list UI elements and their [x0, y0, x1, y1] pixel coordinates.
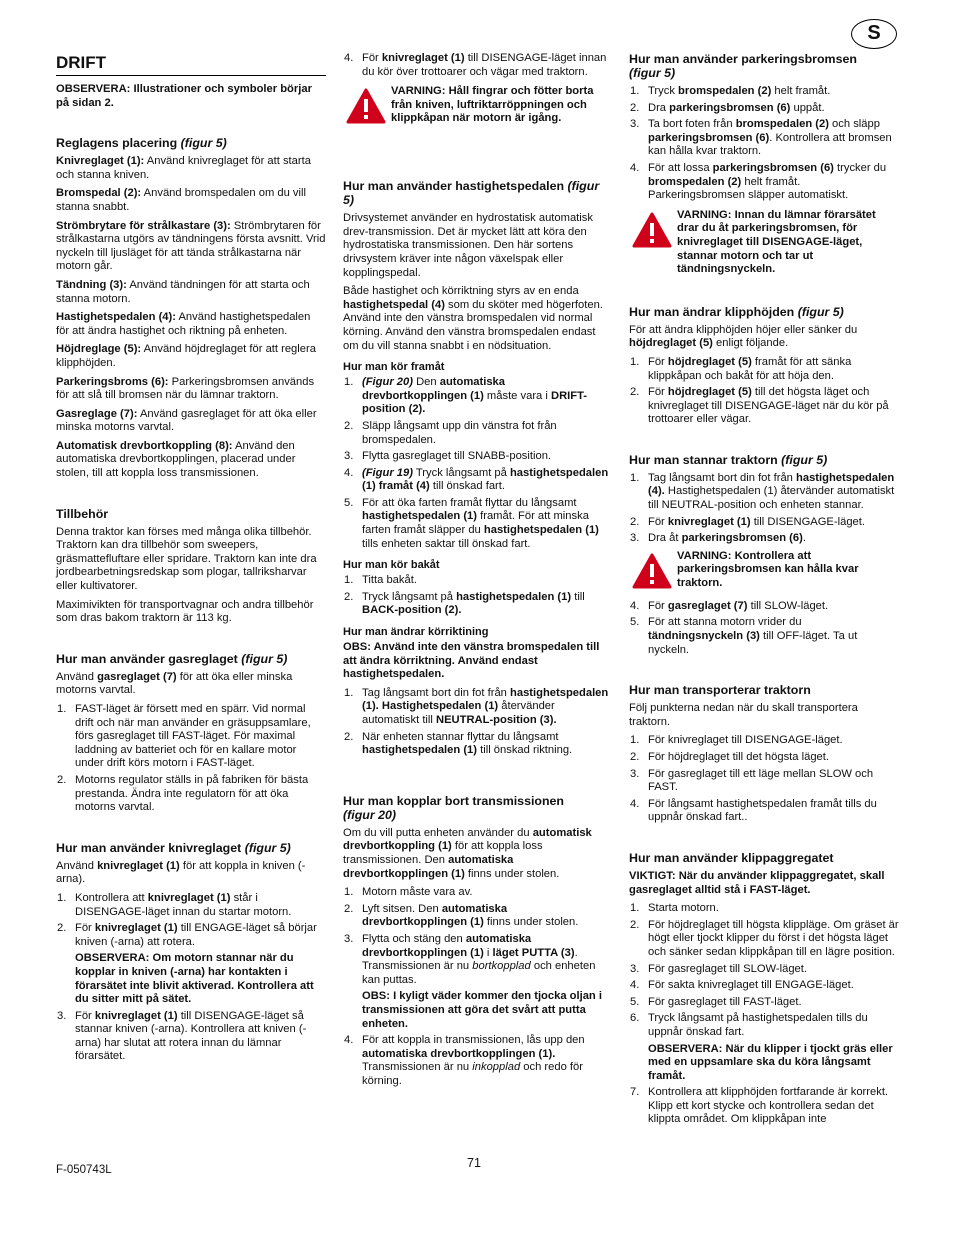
list-item: 4. För gasreglaget (7) till SLOW-läget. [630, 599, 829, 612]
section-title: DRIFT [56, 53, 326, 76]
list-item: 1. (Figur 20) Den automatiska drevbortkopplingen (1) måste vara i DRIFT-position (2). [344, 376, 588, 416]
direction-steps [343, 687, 613, 758]
list-item: 2. När enheten stannar flyttar du långsamt hastighetspedalen (1) till önskad riktning. [344, 730, 573, 757]
parking-heading: Hur man använder parkeringsbromsen (figur 5) [629, 52, 857, 80]
speed-heading: Hur man använder hastighetspedalen (figur 5) [343, 179, 600, 208]
blade-heading: Hur man använder knivreglaget (figur 5) [56, 840, 291, 855]
list-item: 4. För sakta knivreglaget till ENGAGE-läget. [630, 979, 854, 992]
height-steps [629, 356, 899, 427]
warning-icon [632, 553, 672, 589]
list-item: 1. FAST-läget är försett med en spärr. Vid normal drift och när man använder en gräsuppsamlare, förs gasreglaget till FAST-läget. För maximal laddning av batteriet och för en kallare motor under drift körs motorn i FAST-läget. [57, 703, 311, 770]
warning-icon [632, 212, 672, 248]
throttle-steps [56, 703, 326, 815]
list-item: 2. Tryck långsamt på hastighetspedalen (1) till BACK-position (2). [344, 590, 585, 617]
column-right [629, 50, 899, 1131]
list-item: 4. För knivreglaget (1) till DISENGAGE-läget innan du kör över trottoarer och vägar med traktorn. [344, 52, 607, 78]
control-item: Tändning (3): Använd tändningen för att starta och stanna motorn. [56, 278, 310, 305]
catcher-steps [629, 902, 899, 1127]
list-item: 3. För knivreglaget (1) till DISENGAGE-läget så stannar kniven (-arna). Kontrollera att kniven (-arna) har slutat att rotera innan du lämnar förarsätet. [57, 1009, 307, 1063]
transmission-note: OBS: I kyligt väder kommer den tjocka oljan i transmissionen att göra det svårt att putta enheten. [362, 990, 602, 1030]
control-item: Höjdreglage (5): Använd höjdreglaget för att reglera klipphöjden. [56, 343, 316, 369]
height-heading: Hur man ändrar klipphöjden (figur 5) [629, 304, 844, 319]
list-item: 2. För knivreglaget (1) till DISENGAGE-läget. [630, 515, 865, 528]
list-item: 1. Starta motorn. [630, 902, 719, 915]
language-badge: S [851, 19, 897, 49]
list-item: 1. Titta bakåt. [344, 574, 417, 587]
document-code: F-050743L [56, 1164, 112, 1176]
list-item: 1. Motorn måste vara av. [344, 886, 473, 899]
control-item: Bromspedal (2): Använd bromspedalen om du vill stanna snabbt. [56, 187, 306, 213]
control-item: Knivreglaget (1): Använd knivreglaget för att starta och stanna kniven. [56, 155, 311, 181]
throttle-heading: Hur man använder gasreglaget (figur 5) [56, 651, 288, 666]
list-item: 4. För att lossa parkeringsbromsen (6) trycker du bromspedalen (2) helt framåt. Parkeringsbromsen släpper automatiskt. [630, 161, 887, 202]
list-item: 1. Tag långsamt bort din fot från hastighetspedalen (1). Hastighetspedalen (1) återvänder automatiskt till NEUTRAL-position (3). [344, 686, 609, 726]
warning-box: VARNING: Håll fingrar och fötter borta från kniven, luftriktarröppningen och klippkåpan när motorn är igång. [343, 85, 613, 131]
list-item: 2. För knivreglaget (1) till ENGAGE-läget så börjar kniven (-arna) att rotera. OBSERVERA: Om motorn stannar när du kopplar in kniven (-arna) har kontakten i förarsätet inte blivit aktiverad. Kontrollera att du sitter mitt på sätet. [56, 922, 326, 1007]
speed-text: Drivsystemet använder en hydrostatisk automatisk drev-transmission. Det är mycket lätt att köra den hydrostatiska transmissionen. Den här sortens drivsystem kräver inte någon växelspak eller kopplingspedal. [343, 212, 593, 279]
blade-steps-continued [343, 52, 613, 79]
accessories-heading: Tillbehör [56, 506, 109, 521]
throttle-intro: Använd gasreglaget (7) för att öka eller minska motorns varvtal. [56, 670, 293, 697]
control-item: Automatisk drevbortkoppling (8): Använd den automatiska drevbortkopplingen, placerad under stolen, till att koppla loss transmissionen. [56, 439, 296, 480]
catcher-heading: Hur man använder klippaggregatet [629, 850, 834, 865]
list-item: 7. Kontrollera att klipphöjden fortfarande är korrekt. Klipp ett kort stycke och kontrollera sedan det klippta området. Om klippkåpan inte [630, 1086, 889, 1126]
list-item: 2. För höjdreglaget (5) till det högsta läget och knivreglaget till DISENGAGE-läget när du kör på trottoarer eller vägar. [630, 386, 889, 426]
forward-heading: Hur man kör framåt [343, 361, 445, 374]
control-item: Parkeringsbroms (6): Parkeringsbromsen används för att slå till bromsen när du lämnar traktorn. [56, 375, 315, 402]
catcher-note: OBSERVERA: När du klipper i tjockt gräs eller med en uppsamlare ska du köra långsamt framåt. [648, 1042, 893, 1082]
warning-icon [346, 88, 386, 124]
list-item: 1. Kontrollera att knivreglaget (1) står i DISENGAGE-läget innan du startar motorn. [57, 891, 292, 918]
list-item: 3. Flytta gasreglaget till SNABB-position. [344, 450, 552, 463]
transmission-intro: Om du vill putta enheten använder du automatisk drevbortkoppling (1) för att koppla loss transmissionen. Den automatiska drevbortkopplingen (1) finns under stolen. [343, 826, 592, 880]
list-item: 1. Tag långsamt bort din fot från hastighetspedalen (4). Hastighetspedalen (1) återvänder automatiskt till NEUTRAL-position och enheten stannar. [630, 471, 895, 512]
controls-heading: Reglagens placering (figur 5) [56, 136, 227, 151]
transmission-steps [343, 886, 613, 1088]
illustrations-note: OBSERVERA: Illustrationer och symboler börjar på sidan 2. [56, 83, 312, 109]
list-item: 3. För gasreglaget till ett läge mellan SLOW och FAST. [630, 767, 874, 794]
catcher-important: VIKTIGT: När du använder klippaggregatet, skall gasreglaget alltid stå i FAST-läget. [629, 869, 885, 896]
accessories-weight: Maximivikten för transportvagnar och andra tillbehör som dras bakom traktorn är 113 kg. [56, 598, 314, 625]
list-item: 2. Motorns regulator ställs in på fabriken för bästa prestanda. Ändra inte regulatorn för att öka motorns varvtal. [57, 773, 309, 814]
transport-heading: Hur man transporterar traktorn [629, 683, 811, 698]
column-left [56, 50, 326, 1068]
list-item: 4. För långsamt hastighetspedalen framåt tills du uppnår önskad fart.. [630, 797, 877, 824]
warning-box: VARNING: Kontrollera att parkeringsbromsen kan hålla kvar traktorn. [629, 550, 899, 594]
list-item: 5. För att öka farten framåt flyttar du långsamt hastighetspedalen (1) framåt. För att minska farten framåt släpper du hastighetspedalen (1) tills enheten saktar till önskad fart. [344, 496, 599, 550]
list-item: 5. För gasreglaget till FAST-läget. [630, 995, 802, 1008]
warning-box: VARNING: Innan du lämnar förarsätet drar du åt parkeringsbromsen, för knivreglaget till DISENGAGE-läget, stannar motorn och tar ut tändningsnyckeln. [629, 209, 899, 277]
transport-intro: Följ punkterna nedan när du skall transportera traktorn. [629, 702, 858, 728]
list-item: 4. (Figur 19) Tryck långsamt på hastighetspedalen (1) framåt (4) till önskad fart. [344, 466, 609, 493]
list-item: 2. Lyft sitsen. Den automatiska drevbortkopplingen (1) finns under stolen. [344, 902, 579, 929]
column-middle [343, 50, 613, 1092]
list-item: 6. Tryck långsamt på hastighetspedalen tills du uppnår önskad fart. OBSERVERA: När du klipper i tjockt gräs eller med en uppsamlare ska du köra långsamt framåt. [629, 1012, 899, 1083]
control-item: Gasreglage (7): Använd gasreglaget för att öka eller minska motorns varvtal. [56, 407, 317, 434]
transmission-heading: Hur man kopplar bort transmissionen (figur 20) [343, 793, 565, 822]
list-item: 1. För knivreglaget till DISENGAGE-läget. [630, 734, 843, 747]
parking-steps [629, 85, 899, 203]
list-item: 4. För att koppla in transmissionen, lås upp den automatiska drevbortkopplingen (1). Transmissionen är nu inkopplad och redo för körning. [344, 1034, 585, 1087]
control-item: Strömbrytare för strålkastare (3): Strömbrytaren för strålkastarna utgörs av tändningens första avsnitt. Vrid nyckeln till ljusläget för att tända strålkastarna när motorn går. [56, 219, 326, 273]
blade-intro: Använd knivreglaget (1) för att koppla in kniven (-arna). [56, 859, 306, 886]
stop-steps-continued [629, 600, 899, 657]
reverse-heading: Hur man kör bakåt [343, 559, 440, 572]
direction-note: OBS: Använd inte den vänstra bromspedalen till att ändra körriktning. Använd endast hastighetspedalen. [343, 641, 600, 681]
list-item: 3. Dra åt parkeringsbromsen (6). [630, 532, 806, 545]
list-item: 2. För höjdreglaget till det högsta läget. [630, 751, 829, 763]
blade-note: OBSERVERA: Om motorn stannar när du kopplar in kniven (-arna) har kontakten i förarsätet inte blivit aktiverad. Kontrollera att du sitter mitt på sätet. [75, 952, 314, 1006]
reverse-steps [343, 574, 613, 618]
stop-heading: Hur man stannar traktorn (figur 5) [629, 452, 828, 467]
forward-steps [343, 376, 613, 551]
list-item: 2. För höjdreglaget till högsta klippläge. Om gräset är högt eller tjockt klipper du först i det högsta läget och sänker sedan klippkåpan till en lägre position. [630, 918, 899, 958]
list-item: 3. Flytta och stäng den automatiska drevbortkopplingen (1) i läget PUTTA (3). Transmissionen är nu bortkopplad och enheten kan puttas. OBS: I kyligt väder kommer den tjocka oljan i transmissionen att göra det svårt att putta enheten. [343, 933, 613, 1031]
stop-steps [629, 472, 899, 546]
list-item: 3. Ta bort foten från bromspedalen (2) och släpp parkeringsbromsen (6). Kontrollera att bromsen kan hålla kvar traktorn. [630, 118, 892, 158]
transport-steps [629, 734, 899, 825]
list-item: 1. Tryck bromspedalen (2) helt framåt. [630, 85, 831, 97]
direction-heading: Hur man ändrar körriktining [343, 626, 489, 639]
blade-steps [56, 892, 326, 1064]
list-item: 2. Dra parkeringsbromsen (6) uppåt. [630, 101, 825, 114]
list-item: 1. För höjdreglaget (5) framåt för att sänka klippkåpan och bakåt för att höja den. [630, 355, 852, 382]
controls-list [56, 155, 326, 480]
height-intro: För att ändra klipphöjden höjer eller sänker du höjdreglaget (5) enligt följande. [629, 323, 858, 350]
page-number: 71 [467, 1156, 481, 1170]
list-item: 5. För att stanna motorn vrider du tändningsnyckeln (3) till OFF-läget. Ta ut nyckeln. [630, 616, 858, 656]
list-item: 3. För gasreglaget till SLOW-läget. [630, 962, 807, 975]
list-item: 2. Släpp långsamt upp din vänstra fot från bromspedalen. [344, 419, 557, 446]
control-item: Hastighetspedalen (4): Använd hastighetspedalen för att ändra hastighet och riktning på enheten. [56, 311, 311, 337]
accessories-text: Denna traktor kan förses med många olika tillbehör. Traktorn kan dra tillbehör som sweepers, gräsmattefluftare eller spridare. Traktorn kan inte dra jordbearbetningsredskap som plogar, tallriksharvar eller kultivatorer. [56, 525, 317, 593]
speed-text-2: Både hastighet och körriktning styrs av en enda hastighetspedal (4) som du sköter med högerfoten. Använd inte den vänstra bromspedalen vid normal körning. Använd den vänstra bromspedalen endast om du vill stanna snabbt i en nödsituation. [343, 285, 603, 352]
